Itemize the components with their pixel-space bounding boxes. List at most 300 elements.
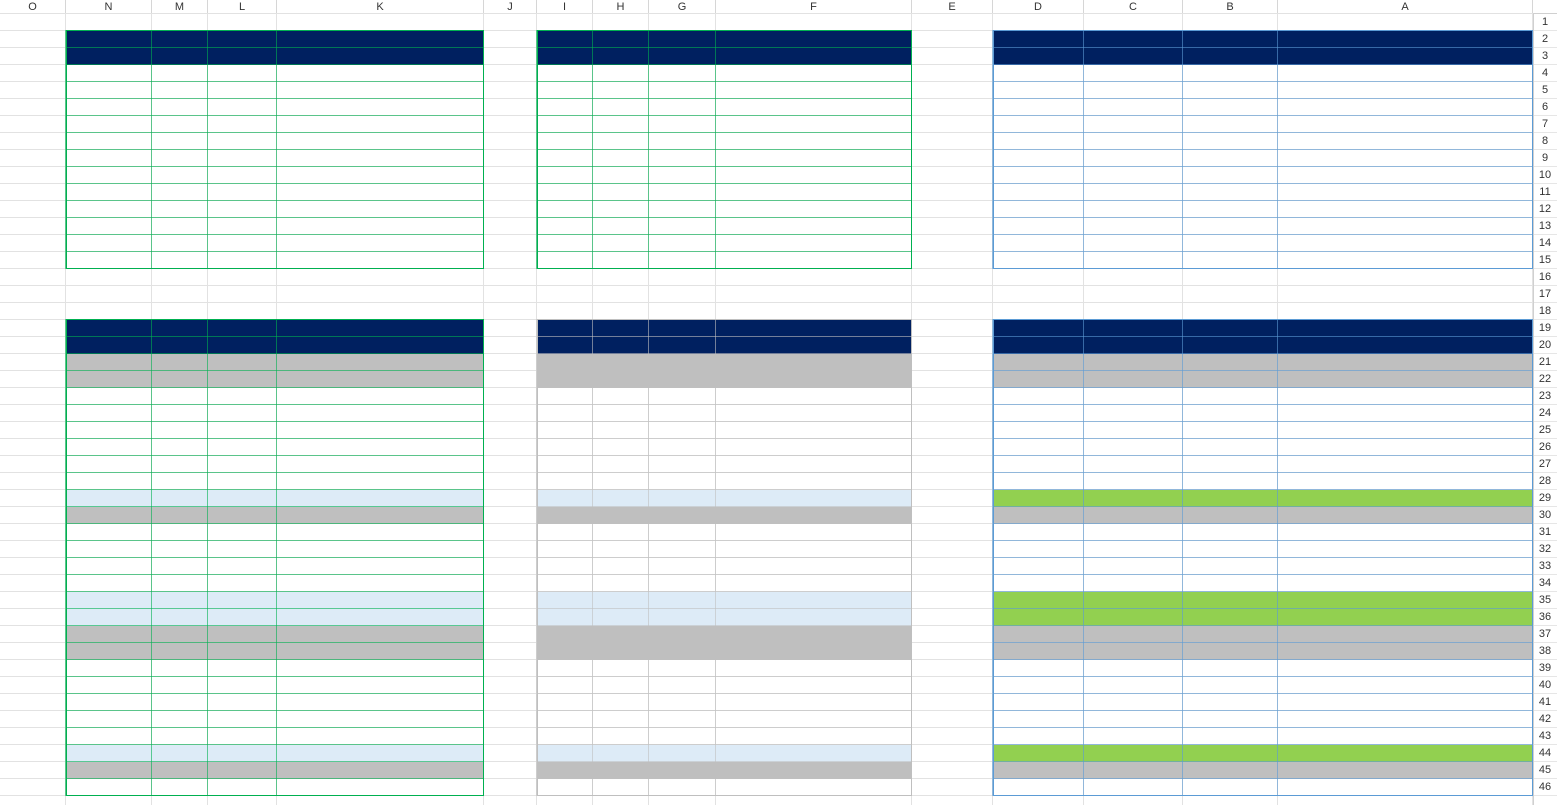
percent-cell[interactable] (537, 99, 593, 116)
percent-cell[interactable] (208, 575, 277, 592)
column-header-d[interactable]: D (993, 0, 1084, 14)
value-cell[interactable] (1183, 422, 1278, 439)
value-cell[interactable] (993, 660, 1084, 677)
row-label[interactable] (1278, 354, 1533, 371)
percent-cell[interactable] (649, 116, 716, 133)
row-label[interactable] (716, 507, 912, 524)
row-label[interactable] (277, 388, 484, 405)
row-label[interactable] (1278, 99, 1533, 116)
percent-cell[interactable] (649, 660, 716, 677)
percent-cell[interactable] (208, 405, 277, 422)
percent-cell[interactable] (649, 626, 716, 643)
row-header-26[interactable]: 26 (1533, 439, 1557, 456)
percent-cell[interactable] (152, 133, 208, 150)
value-cell[interactable] (993, 541, 1084, 558)
row-label[interactable] (277, 660, 484, 677)
value-cell[interactable] (1084, 252, 1183, 269)
percent-cell[interactable] (66, 592, 152, 609)
column-header-h[interactable]: H (593, 0, 649, 14)
percent-cell[interactable] (152, 371, 208, 388)
column-header-l[interactable]: L (208, 0, 277, 14)
row-header-17[interactable]: 17 (1533, 286, 1557, 303)
row-label[interactable] (716, 677, 912, 694)
year-header[interactable] (1084, 48, 1183, 65)
percent-cell[interactable] (66, 762, 152, 779)
percent-cell[interactable] (208, 745, 277, 762)
row-header-16[interactable]: 16 (1533, 269, 1557, 286)
row-label[interactable] (716, 473, 912, 490)
row-header-19[interactable]: 19 (1533, 320, 1557, 337)
row-label[interactable] (716, 99, 912, 116)
row-header-15[interactable]: 15 (1533, 252, 1557, 269)
row-header-10[interactable]: 10 (1533, 167, 1557, 184)
row-label[interactable] (716, 711, 912, 728)
percent-cell[interactable] (208, 643, 277, 660)
percent-cell[interactable] (208, 65, 277, 82)
value-cell[interactable] (1183, 456, 1278, 473)
row-label[interactable] (277, 592, 484, 609)
percent-cell[interactable] (537, 609, 593, 626)
row-header-1[interactable]: 1 (1533, 14, 1557, 31)
row-label[interactable] (716, 609, 912, 626)
percent-cell[interactable] (649, 439, 716, 456)
percent-cell[interactable] (537, 524, 593, 541)
year-header[interactable] (152, 337, 208, 354)
value-cell[interactable] (1084, 541, 1183, 558)
row-label[interactable] (716, 745, 912, 762)
horizontal-analysis-title[interactable] (277, 14, 484, 31)
percent-cell[interactable] (649, 677, 716, 694)
percent-cell[interactable] (66, 133, 152, 150)
percent-cell[interactable] (537, 558, 593, 575)
percent-cell[interactable] (537, 507, 593, 524)
value-cell[interactable] (1183, 694, 1278, 711)
column-header-g[interactable]: G (649, 0, 716, 14)
percent-cell[interactable] (66, 779, 152, 796)
value-cell[interactable] (993, 456, 1084, 473)
value-cell[interactable] (1084, 524, 1183, 541)
value-cell[interactable] (1183, 184, 1278, 201)
percent-cell[interactable] (66, 626, 152, 643)
percent-cell[interactable] (593, 745, 649, 762)
percent-cell[interactable] (649, 541, 716, 558)
row-label[interactable] (277, 711, 484, 728)
percent-cell[interactable] (649, 456, 716, 473)
percent-cell[interactable] (152, 388, 208, 405)
row-header-29[interactable]: 29 (1533, 490, 1557, 507)
percent-cell[interactable] (537, 745, 593, 762)
value-cell[interactable] (1084, 371, 1183, 388)
row-label[interactable] (716, 779, 912, 796)
row-header-8[interactable]: 8 (1533, 133, 1557, 150)
value-cell[interactable] (1084, 660, 1183, 677)
row-label[interactable] (1278, 150, 1533, 167)
value-cell[interactable] (1183, 728, 1278, 745)
row-label[interactable] (277, 252, 484, 269)
row-label[interactable] (277, 65, 484, 82)
row-label[interactable] (277, 354, 484, 371)
value-cell[interactable] (1084, 626, 1183, 643)
row-label[interactable] (1278, 626, 1533, 643)
percent-cell[interactable] (66, 99, 152, 116)
row-header-12[interactable]: 12 (1533, 201, 1557, 218)
value-cell[interactable] (1084, 473, 1183, 490)
percent-cell[interactable] (152, 422, 208, 439)
percent-cell[interactable] (593, 456, 649, 473)
percent-cell[interactable] (649, 235, 716, 252)
percent-cell[interactable] (649, 694, 716, 711)
value-cell[interactable] (993, 728, 1084, 745)
value-cell[interactable] (1084, 354, 1183, 371)
value-cell[interactable] (1183, 388, 1278, 405)
column-header-a[interactable]: A (1278, 0, 1533, 14)
percent-cell[interactable] (593, 184, 649, 201)
row-label[interactable] (277, 541, 484, 558)
percent-cell[interactable] (649, 133, 716, 150)
value-cell[interactable] (993, 490, 1084, 507)
audited-header[interactable] (66, 320, 152, 337)
row-label[interactable] (277, 405, 484, 422)
row-label[interactable] (277, 762, 484, 779)
row-label[interactable] (277, 82, 484, 99)
row-label[interactable] (716, 116, 912, 133)
row-label[interactable] (1278, 65, 1533, 82)
row-label[interactable] (716, 354, 912, 371)
percent-cell[interactable] (208, 201, 277, 218)
percent-cell[interactable] (649, 422, 716, 439)
row-label[interactable] (716, 184, 912, 201)
row-label[interactable] (1278, 541, 1533, 558)
percent-cell[interactable] (66, 252, 152, 269)
audited-header[interactable] (993, 320, 1084, 337)
percent-cell[interactable] (593, 694, 649, 711)
row-header-41[interactable]: 41 (1533, 694, 1557, 711)
value-cell[interactable] (1183, 660, 1278, 677)
percent-cell[interactable] (593, 405, 649, 422)
value-cell[interactable] (1183, 541, 1278, 558)
value-cell[interactable] (993, 609, 1084, 626)
percent-cell[interactable] (66, 507, 152, 524)
value-cell[interactable] (1183, 524, 1278, 541)
value-cell[interactable] (1084, 218, 1183, 235)
percent-cell[interactable] (152, 745, 208, 762)
percent-cell[interactable] (537, 473, 593, 490)
value-cell[interactable] (1084, 422, 1183, 439)
row-label[interactable] (716, 235, 912, 252)
percent-cell[interactable] (649, 779, 716, 796)
percent-cell[interactable] (649, 575, 716, 592)
percent-cell[interactable] (649, 201, 716, 218)
percent-cell[interactable] (208, 609, 277, 626)
value-cell[interactable] (993, 252, 1084, 269)
value-cell[interactable] (1084, 116, 1183, 133)
row-label[interactable] (716, 252, 912, 269)
row-header-23[interactable]: 23 (1533, 388, 1557, 405)
audited-header[interactable] (537, 320, 593, 337)
value-cell[interactable] (1183, 643, 1278, 660)
percent-cell[interactable] (152, 439, 208, 456)
column-header-f[interactable]: F (716, 0, 912, 14)
value-cell[interactable] (1183, 354, 1278, 371)
value-cell[interactable] (993, 371, 1084, 388)
percent-cell[interactable] (649, 762, 716, 779)
value-cell[interactable] (1084, 677, 1183, 694)
row-header-3[interactable]: 3 (1533, 48, 1557, 65)
column-header-e[interactable]: E (912, 0, 993, 14)
row-label[interactable] (716, 201, 912, 218)
percent-cell[interactable] (593, 65, 649, 82)
row-header-38[interactable]: 38 (1533, 643, 1557, 660)
value-cell[interactable] (993, 218, 1084, 235)
percent-cell[interactable] (593, 167, 649, 184)
row-label[interactable] (1278, 677, 1533, 694)
percent-cell[interactable] (152, 167, 208, 184)
percent-cell[interactable] (593, 558, 649, 575)
row-label[interactable] (1278, 762, 1533, 779)
percent-cell[interactable] (537, 201, 593, 218)
percent-cell[interactable] (152, 592, 208, 609)
value-cell[interactable] (1084, 694, 1183, 711)
value-cell[interactable] (1084, 133, 1183, 150)
row-label[interactable] (716, 660, 912, 677)
value-cell[interactable] (993, 184, 1084, 201)
percent-cell[interactable] (208, 660, 277, 677)
value-cell[interactable] (1084, 609, 1183, 626)
column-header-m[interactable]: M (152, 0, 208, 14)
row-header-21[interactable]: 21 (1533, 354, 1557, 371)
value-cell[interactable] (1183, 677, 1278, 694)
row-header-34[interactable]: 34 (1533, 575, 1557, 592)
percent-cell[interactable] (152, 575, 208, 592)
percent-cell[interactable] (208, 694, 277, 711)
year-header[interactable] (593, 48, 649, 65)
row-label[interactable] (277, 524, 484, 541)
row-label[interactable] (1278, 609, 1533, 626)
percent-cell[interactable] (208, 592, 277, 609)
percent-cell[interactable] (66, 65, 152, 82)
percent-cell[interactable] (537, 167, 593, 184)
percent-cell[interactable] (649, 728, 716, 745)
value-cell[interactable] (993, 592, 1084, 609)
percent-cell[interactable] (593, 218, 649, 235)
row-label[interactable] (716, 626, 912, 643)
value-cell[interactable] (1084, 150, 1183, 167)
row-label[interactable] (1278, 82, 1533, 99)
row-header-40[interactable]: 40 (1533, 677, 1557, 694)
audited-header[interactable] (208, 320, 277, 337)
row-label[interactable] (277, 439, 484, 456)
percent-cell[interactable] (208, 218, 277, 235)
audited-header[interactable] (152, 320, 208, 337)
row-header-7[interactable]: 7 (1533, 116, 1557, 133)
percent-cell[interactable] (66, 422, 152, 439)
row-label[interactable] (277, 643, 484, 660)
row-label[interactable] (277, 490, 484, 507)
percent-cell[interactable] (152, 490, 208, 507)
audited-header[interactable] (1183, 31, 1278, 48)
value-cell[interactable] (993, 439, 1084, 456)
percent-cell[interactable] (593, 235, 649, 252)
row-header-6[interactable]: 6 (1533, 99, 1557, 116)
value-cell[interactable] (1084, 456, 1183, 473)
row-label[interactable] (1278, 439, 1533, 456)
percent-cell[interactable] (593, 507, 649, 524)
percent-cell[interactable] (66, 694, 152, 711)
percent-cell[interactable] (593, 354, 649, 371)
row-label[interactable] (1278, 728, 1533, 745)
percent-cell[interactable] (537, 677, 593, 694)
percent-cell[interactable] (537, 541, 593, 558)
row-label[interactable] (1278, 116, 1533, 133)
row-header-14[interactable]: 14 (1533, 235, 1557, 252)
value-cell[interactable] (1183, 762, 1278, 779)
percent-cell[interactable] (649, 65, 716, 82)
percent-cell[interactable] (208, 524, 277, 541)
percent-cell[interactable] (152, 354, 208, 371)
row-label[interactable] (1278, 388, 1533, 405)
percent-cell[interactable] (66, 745, 152, 762)
row-label[interactable] (716, 524, 912, 541)
row-label[interactable] (1278, 473, 1533, 490)
year-header[interactable] (1183, 337, 1278, 354)
row-label[interactable] (716, 439, 912, 456)
percent-cell[interactable] (593, 643, 649, 660)
row-label[interactable] (1278, 405, 1533, 422)
percent-cell[interactable] (208, 184, 277, 201)
year-header[interactable] (208, 48, 277, 65)
percent-cell[interactable] (649, 371, 716, 388)
row-label[interactable] (716, 82, 912, 99)
value-cell[interactable] (993, 405, 1084, 422)
value-cell[interactable] (1183, 99, 1278, 116)
column-header-b[interactable]: B (1183, 0, 1278, 14)
percent-cell[interactable] (208, 558, 277, 575)
value-cell[interactable] (993, 694, 1084, 711)
value-cell[interactable] (1084, 82, 1183, 99)
row-label[interactable] (1278, 745, 1533, 762)
value-cell[interactable] (1084, 65, 1183, 82)
percent-cell[interactable] (649, 82, 716, 99)
value-cell[interactable] (993, 524, 1084, 541)
row-label[interactable] (277, 745, 484, 762)
value-cell[interactable] (993, 626, 1084, 643)
value-cell[interactable] (1183, 558, 1278, 575)
value-cell[interactable] (993, 388, 1084, 405)
percent-cell[interactable] (593, 150, 649, 167)
percent-cell[interactable] (66, 490, 152, 507)
percent-cell[interactable] (593, 116, 649, 133)
income-statement-title[interactable] (1278, 14, 1533, 31)
percent-cell[interactable] (537, 439, 593, 456)
value-cell[interactable] (1183, 252, 1278, 269)
percent-cell[interactable] (593, 779, 649, 796)
percent-cell[interactable] (649, 473, 716, 490)
row-label[interactable] (277, 456, 484, 473)
value-cell[interactable] (993, 677, 1084, 694)
value-cell[interactable] (1183, 371, 1278, 388)
value-cell[interactable] (1183, 439, 1278, 456)
audited-header[interactable] (593, 320, 649, 337)
value-cell[interactable] (993, 575, 1084, 592)
value-cell[interactable] (993, 235, 1084, 252)
percent-cell[interactable] (208, 150, 277, 167)
percent-cell[interactable] (537, 592, 593, 609)
percent-cell[interactable] (152, 541, 208, 558)
percent-cell[interactable] (152, 779, 208, 796)
percent-cell[interactable] (208, 167, 277, 184)
percent-cell[interactable] (537, 371, 593, 388)
percent-cell[interactable] (593, 371, 649, 388)
audited-header[interactable] (152, 31, 208, 48)
value-cell[interactable] (1183, 150, 1278, 167)
value-cell[interactable] (1183, 133, 1278, 150)
percent-cell[interactable] (152, 99, 208, 116)
value-cell[interactable] (993, 201, 1084, 218)
row-label[interactable] (277, 473, 484, 490)
year-header[interactable] (993, 48, 1084, 65)
percent-cell[interactable] (208, 422, 277, 439)
percent-cell[interactable] (593, 609, 649, 626)
audited-header[interactable] (1084, 320, 1183, 337)
row-header-42[interactable]: 42 (1533, 711, 1557, 728)
row-header-37[interactable]: 37 (1533, 626, 1557, 643)
value-cell[interactable] (1084, 779, 1183, 796)
value-cell[interactable] (1183, 473, 1278, 490)
percent-cell[interactable] (649, 558, 716, 575)
percent-cell[interactable] (208, 82, 277, 99)
value-cell[interactable] (993, 422, 1084, 439)
percent-cell[interactable] (537, 116, 593, 133)
percent-cell[interactable] (208, 99, 277, 116)
value-cell[interactable] (993, 643, 1084, 660)
row-header-18[interactable]: 18 (1533, 303, 1557, 320)
row-label[interactable] (716, 150, 912, 167)
value-cell[interactable] (1183, 116, 1278, 133)
percent-cell[interactable] (208, 779, 277, 796)
percent-cell[interactable] (66, 728, 152, 745)
row-label[interactable] (277, 235, 484, 252)
year-header[interactable] (1084, 337, 1183, 354)
row-label[interactable] (716, 422, 912, 439)
percent-cell[interactable] (649, 711, 716, 728)
row-header-31[interactable]: 31 (1533, 524, 1557, 541)
percent-cell[interactable] (208, 388, 277, 405)
row-label[interactable] (716, 575, 912, 592)
percent-cell[interactable] (537, 150, 593, 167)
row-header-32[interactable]: 32 (1533, 541, 1557, 558)
row-header-22[interactable]: 22 (1533, 371, 1557, 388)
percent-cell[interactable] (208, 133, 277, 150)
value-cell[interactable] (1084, 643, 1183, 660)
percent-cell[interactable] (66, 456, 152, 473)
percent-cell[interactable] (66, 371, 152, 388)
percent-cell[interactable] (66, 167, 152, 184)
percent-cell[interactable] (649, 252, 716, 269)
percent-cell[interactable] (152, 184, 208, 201)
row-label[interactable] (1278, 201, 1533, 218)
percent-cell[interactable] (66, 184, 152, 201)
row-label[interactable] (1278, 507, 1533, 524)
year-header[interactable] (66, 337, 152, 354)
percent-cell[interactable] (537, 405, 593, 422)
percent-cell[interactable] (152, 677, 208, 694)
row-header-11[interactable]: 11 (1533, 184, 1557, 201)
value-cell[interactable] (1183, 235, 1278, 252)
value-cell[interactable] (1084, 558, 1183, 575)
percent-cell[interactable] (152, 116, 208, 133)
percent-cell[interactable] (537, 422, 593, 439)
row-label[interactable] (716, 762, 912, 779)
